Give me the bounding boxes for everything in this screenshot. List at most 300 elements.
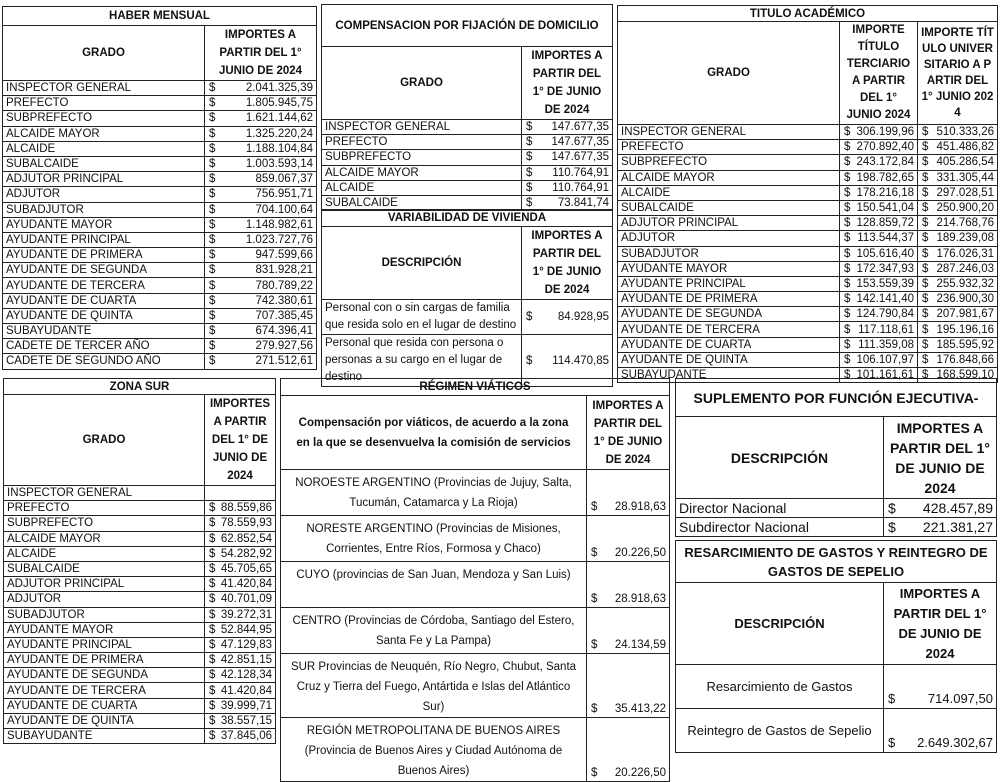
currency-symbol: $ [209,669,216,682]
currency-symbol: $ [209,699,216,712]
currency-symbol: $ [844,353,851,366]
currency-symbol: $ [844,171,851,184]
amount-cell [205,501,276,516]
grado-cell: ALCAIDE [3,141,205,156]
amount-value: 221.381,27 [922,519,993,535]
amount-cell [205,111,317,126]
col-importe-header: IMPORTES A PARTIR DEL 1° DE JUNIO DE 2024 [587,396,670,470]
grado-cell: AYUDANTE MAYOR [618,261,840,276]
table-row [322,180,613,195]
table-row [3,217,317,232]
amount-value: 110.764,91 [552,181,609,194]
grado-cell: AYUDANTE DE PRIMERA [4,653,205,668]
amount-value: 207.981,67 [936,308,994,321]
amount-cell [840,276,918,291]
amount-cell [205,187,317,202]
amount-value: 28.918,63 [614,593,666,605]
grado-cell: SUBALCAIDE [4,561,205,576]
zona-cell: SUR Provincias de Neuquén, Río Negro, Chubut, Santa Cruz y Tierra del Fuego, Antártida e Islas del Atlántico Sur) [281,654,587,718]
table-row [3,354,317,369]
amount-value: 147.677,35 [551,121,609,134]
grado-cell: INSPECTOR GENERAL [3,81,205,96]
amount-value: 714.097,50 [927,691,993,706]
currency-symbol: $ [209,517,216,530]
amount-value: 271.512,61 [255,355,313,368]
amount-value: 41.420,84 [220,578,272,591]
amount-cell [918,322,998,337]
amount-value: 1.805.945,75 [245,97,313,110]
grado-cell: PREFECTO [3,96,205,111]
grado-cell: SUBADJUTOR [4,607,205,622]
grado-cell: SUBALCAIDE [618,200,840,215]
currency-symbol: $ [922,277,929,290]
descripcion-cell: Reintegro de Gastos de Sepelio [676,709,884,753]
amount-value: 451.486,82 [936,141,994,154]
amount-value: 41.420,84 [220,684,272,697]
currency-symbol: $ [844,262,851,275]
currency-symbol: $ [844,338,851,351]
grado-cell: ADJUTOR [3,187,205,202]
suplemento-funcion-ejecutiva-table [675,378,997,537]
currency-symbol: $ [844,247,851,260]
amount-value: 185.595,92 [936,338,994,351]
currency-symbol: $ [209,249,216,262]
currency-symbol: $ [209,218,216,231]
haber-mensual-title: HABER MENSUAL [3,7,317,26]
table-row [281,562,670,608]
amount-value: 704.100,64 [255,203,313,216]
table-row [4,577,276,592]
currency-symbol: $ [888,519,896,535]
amount-cell [918,140,998,155]
amount-value: 756.951,71 [255,188,313,201]
descripcion-cell: Personal con o sin cargas de familia que resida solo en el lugar de destino [322,300,522,335]
table-row [676,499,997,518]
currency-symbol: $ [209,233,216,246]
amount-value: 128.859,72 [856,217,914,230]
amount-value: 20.226,50 [614,767,666,779]
currency-symbol: $ [209,112,216,125]
amount-value: 178.216,18 [856,186,914,199]
amount-cell [205,248,317,263]
table-row [618,200,998,215]
grado-cell: ALCAIDE MAYOR [618,170,840,185]
amount-value: 124.790,84 [856,308,914,321]
amount-value: 111.359,08 [858,338,914,351]
amount-cell [918,292,998,307]
amount-value: 674.396,41 [255,325,313,338]
table-row [618,337,998,352]
amount-cell [205,486,276,501]
grado-cell: AYUDANTE MAYOR [4,622,205,637]
table-row [618,231,998,246]
currency-symbol: $ [922,323,929,336]
table-row [3,248,317,263]
grado-cell: ADJUTOR PRINCIPAL [3,172,205,187]
col-grado-header: GRADO [4,395,205,486]
amount-value: 73.841,74 [557,197,609,210]
currency-symbol: $ [591,767,598,779]
table-row [281,516,670,562]
grado-cell: SUBAYUDANTE [4,729,205,744]
amount-value: 306.199,96 [856,126,914,139]
currency-symbol: $ [922,353,929,366]
table-row [322,300,613,335]
table-row [3,263,317,278]
grado-cell: SUBALCAIDE [3,156,205,171]
amount-value: 176.026,31 [936,247,994,260]
suplemento-title: SUPLEMENTO POR FUNCIÓN EJECUTIVA- [676,379,997,417]
amount-cell [205,668,276,683]
table-row [322,135,613,150]
grado-cell: PREFECTO [4,501,205,516]
amount-cell [205,202,317,217]
zona-sur-title: ZONA SUR [4,379,276,395]
amount-cell [205,516,276,531]
amount-value: 142.141,40 [856,293,914,306]
amount-cell [205,96,317,111]
table-row [4,592,276,607]
amount-cell [522,165,613,180]
amount-value: 147.677,35 [551,136,609,149]
amount-value: 42.128,34 [220,669,272,682]
currency-symbol: $ [526,136,533,149]
amount-value: 110.764,91 [552,166,609,179]
amount-value: 42.851,15 [220,654,272,667]
currency-symbol: $ [526,151,533,164]
descripcion-cell: Personal que resida con persona o personas a su cargo en el lugar de destino [322,335,522,387]
grado-cell: AYUDANTE DE QUINTA [4,713,205,728]
grado-cell: AYUDANTE DE TERCERA [3,278,205,293]
amount-cell [840,140,918,155]
amount-cell [918,125,998,140]
col-importe-header: IMPORTES A PARTIR DEL 1° DE JUNIO DE 2024 [522,47,613,120]
grado-cell: AYUDANTE PRINCIPAL [3,232,205,247]
amount-cell [205,354,317,369]
table-row [618,125,998,140]
currency-symbol: $ [209,264,216,277]
amount-cell [840,246,918,261]
descripcion-cell: Director Nacional [676,499,884,518]
amount-cell [918,170,998,185]
col-importe-header: IMPORTES A PARTIR DEL 1° JUNIO DE 2024 [205,26,317,81]
currency-symbol: $ [922,369,929,382]
amount-value: 78.559,93 [220,517,272,530]
amount-value: 20.226,50 [614,547,666,559]
col-descripcion-header: Compensación por viáticos, de acuerdo a la zona en la que se desenvuelva la comisión de servicios [281,396,587,470]
amount-value: 1.325.220,24 [245,127,313,140]
amount-cell [840,307,918,322]
amount-value: 147.677,35 [551,151,609,164]
amount-cell [884,709,997,753]
amount-value: 168.599,10 [936,369,994,382]
amount-cell [205,622,276,637]
amount-value: 859.067,37 [255,173,313,186]
amount-value: 947.599,66 [255,249,313,262]
currency-symbol: $ [526,166,533,179]
zona-sur-table [3,378,276,744]
amount-cell [205,713,276,728]
amount-value: 742.380,61 [255,294,313,307]
currency-symbol: $ [209,623,216,636]
amount-cell [205,81,317,96]
currency-symbol: $ [922,171,929,184]
amount-value: 62.852,54 [220,532,272,545]
table-row [322,120,613,135]
grado-cell: PREFECTO [322,135,522,150]
amount-value: 150.541,04 [856,202,914,215]
amount-value: 1.003.593,14 [245,158,313,171]
amount-cell [205,156,317,171]
col-universitario-header: IMPORTE TÍTULO UNIVERSITARIO A PARTIR DEL 1° JUNIO 2024 [918,22,998,125]
grado-cell: AYUDANTE DE SEGUNDA [618,307,840,322]
amount-value: 105.616,40 [856,247,914,260]
amount-cell [205,729,276,744]
currency-symbol: $ [888,735,896,750]
grado-cell: INSPECTOR GENERAL [4,486,205,501]
amount-value: 1.621.144,62 [245,112,313,125]
table-row [618,292,998,307]
table-row [4,501,276,516]
amount-cell [205,592,276,607]
amount-value: 35.413,22 [614,703,666,715]
currency-symbol: $ [591,547,598,559]
zona-cell: NORESTE ARGENTINO (Provincias de Misiones, Corrientes, Entre Ríos, Formosa y Chaco) [281,516,587,562]
currency-symbol: $ [922,293,929,306]
amount-cell [884,518,997,537]
amount-cell [205,607,276,622]
table-row [618,246,998,261]
table-row [281,470,670,516]
amount-cell [840,200,918,215]
currency-symbol: $ [922,186,929,199]
col-descripcion-header: DESCRIPCIÓN [676,583,884,665]
table-row [3,293,317,308]
grado-cell: AYUDANTE DE PRIMERA [618,292,840,307]
amount-cell [522,120,613,135]
currency-symbol: $ [209,325,216,338]
table-row [618,276,998,291]
currency-symbol: $ [591,501,598,513]
currency-symbol: $ [922,247,929,260]
currency-symbol: $ [209,97,216,110]
grado-cell: SUBAYUDANTE [618,368,840,383]
col-descripcion-header: DESCRIPCIÓN [676,417,884,499]
amount-value: 780.789,22 [255,279,313,292]
amount-value: 2.041.325,39 [245,82,313,95]
zona-cell: CUYO (provincias de San Juan, Mendoza y San Luis) [281,562,587,608]
amount-cell [522,150,613,165]
currency-symbol: $ [844,156,851,169]
currency-symbol: $ [591,703,598,715]
table-row [3,81,317,96]
zona-cell: CENTRO (Provincias de Córdoba, Santiago del Estero, Santa Fe y La Pampa) [281,608,587,654]
amount-value: 24.134,59 [614,639,666,651]
table-row [4,729,276,744]
amount-cell [205,324,317,339]
descripcion-cell: Subdirector Nacional [676,518,884,537]
amount-value: 52.844,95 [220,623,272,636]
col-descripcion-header: DESCRIPCIÓN [322,227,522,300]
compensacion-domicilio-table [321,4,613,211]
amount-cell [205,293,317,308]
amount-value: 510.333,26 [936,126,994,139]
grado-cell: ADJUTOR PRINCIPAL [618,216,840,231]
amount-cell [918,307,998,322]
amount-cell [840,155,918,170]
amount-cell [840,170,918,185]
grado-cell: AYUDANTE DE TERCERA [618,322,840,337]
amount-cell [918,246,998,261]
currency-symbol: $ [844,202,851,215]
amount-value: 176.848,66 [936,353,994,366]
currency-symbol: $ [209,203,216,216]
table-row [618,322,998,337]
amount-cell [205,232,317,247]
amount-cell [918,261,998,276]
col-importe-header: IMPORTES A PARTIR DEL 1° DE JUNIO DE 2024 [884,583,997,665]
currency-symbol: $ [844,293,851,306]
col-importe-header: IMPORTES A PARTIR DEL 1° DE JUNIO DE 2024 [205,395,276,486]
currency-symbol: $ [209,502,216,515]
grado-cell: AYUDANTE DE CUARTA [3,293,205,308]
grado-cell: AYUDANTE DE CUARTA [618,337,840,352]
currency-symbol: $ [922,202,929,215]
currency-symbol: $ [591,593,598,605]
grado-cell: SUBPREFECTO [4,516,205,531]
currency-symbol: $ [844,186,851,199]
amount-cell [205,531,276,546]
amount-value: 37.845,06 [220,730,272,743]
table-row [3,308,317,323]
haber-mensual-table [2,6,317,370]
amount-value: 255.932,32 [936,277,994,290]
amount-cell [918,276,998,291]
currency-symbol: $ [526,197,533,210]
currency-symbol: $ [844,277,851,290]
grado-cell: ALCAIDE [618,185,840,200]
currency-symbol: $ [209,547,216,560]
table-row [676,709,997,753]
currency-symbol: $ [209,608,216,621]
amount-cell [205,126,317,141]
amount-cell [840,216,918,231]
amount-cell [205,217,317,232]
compensacion-domicilio-title: COMPENSACION POR FIJACIÓN DE DOMICILIO [322,5,613,47]
currency-symbol: $ [209,82,216,95]
grado-cell: SUBPREFECTO [3,111,205,126]
currency-symbol: $ [209,730,216,743]
grado-cell: AYUDANTE DE QUINTA [3,308,205,323]
currency-symbol: $ [844,323,851,336]
amount-cell [587,654,670,718]
amount-value: 1.188.104,84 [245,142,313,155]
amount-cell [587,562,670,608]
amount-cell [205,141,317,156]
currency-symbol: $ [922,232,929,245]
col-grado-header: GRADO [3,26,205,81]
table-row [618,170,998,185]
amount-cell [918,155,998,170]
grado-cell: SUBADJUTOR [3,202,205,217]
currency-symbol: $ [888,691,896,706]
grado-cell: SUBALCAIDE [322,195,522,210]
amount-cell [587,516,670,562]
grado-cell: SUBPREFECTO [618,155,840,170]
col-grado-header: GRADO [322,47,522,120]
table-row [4,713,276,728]
amount-cell [840,231,918,246]
amount-value: 831.928,21 [255,264,313,277]
currency-symbol: $ [844,141,851,154]
amount-cell [840,352,918,367]
amount-value: 113.544,37 [857,232,914,245]
currency-symbol: $ [209,158,216,171]
currency-symbol: $ [922,262,929,275]
amount-cell [205,637,276,652]
grado-cell: AYUDANTE MAYOR [3,217,205,232]
amount-value: 172.347,93 [856,262,914,275]
currency-symbol: $ [526,311,533,323]
table-row [618,261,998,276]
amount-cell [205,278,317,293]
currency-symbol: $ [209,593,216,606]
currency-symbol: $ [526,181,533,194]
currency-symbol: $ [209,142,216,155]
table-row [281,718,670,782]
currency-symbol: $ [209,654,216,667]
amount-value: 270.892,40 [856,141,914,154]
grado-cell: SUBADJUTOR [618,246,840,261]
grado-cell: ALCAIDE MAYOR [4,531,205,546]
amount-cell [918,185,998,200]
table-row [4,546,276,561]
grado-cell: PREFECTO [618,140,840,155]
currency-symbol: $ [209,532,216,545]
grado-cell: ALCAIDE [4,546,205,561]
grado-cell: SUBAYUDANTE [3,324,205,339]
table-row [618,140,998,155]
table-row [281,654,670,718]
currency-symbol: $ [922,126,929,139]
amount-value: 250.900,20 [936,202,994,215]
amount-value: 707.385,45 [255,309,313,322]
currency-symbol: $ [526,121,533,134]
amount-cell [205,339,317,354]
currency-symbol: $ [888,500,896,516]
table-row [618,352,998,367]
table-row [3,232,317,247]
table-row [3,156,317,171]
amount-cell [205,561,276,576]
grado-cell: AYUDANTE DE SEGUNDA [3,263,205,278]
amount-value: 38.557,15 [220,714,272,727]
amount-cell [840,185,918,200]
amount-cell [918,352,998,367]
amount-cell [840,261,918,276]
currency-symbol: $ [844,232,851,245]
amount-value: 84.928,95 [557,311,609,323]
grado-cell: ALCAIDE [322,180,522,195]
currency-symbol: $ [209,563,216,576]
currency-symbol: $ [209,340,216,353]
grado-cell: CADETE DE TERCER AÑO [3,339,205,354]
currency-symbol: $ [209,684,216,697]
grado-cell: ADJUTOR PRINCIPAL [4,577,205,592]
amount-cell [205,653,276,668]
amount-cell [205,577,276,592]
table-row [618,185,998,200]
